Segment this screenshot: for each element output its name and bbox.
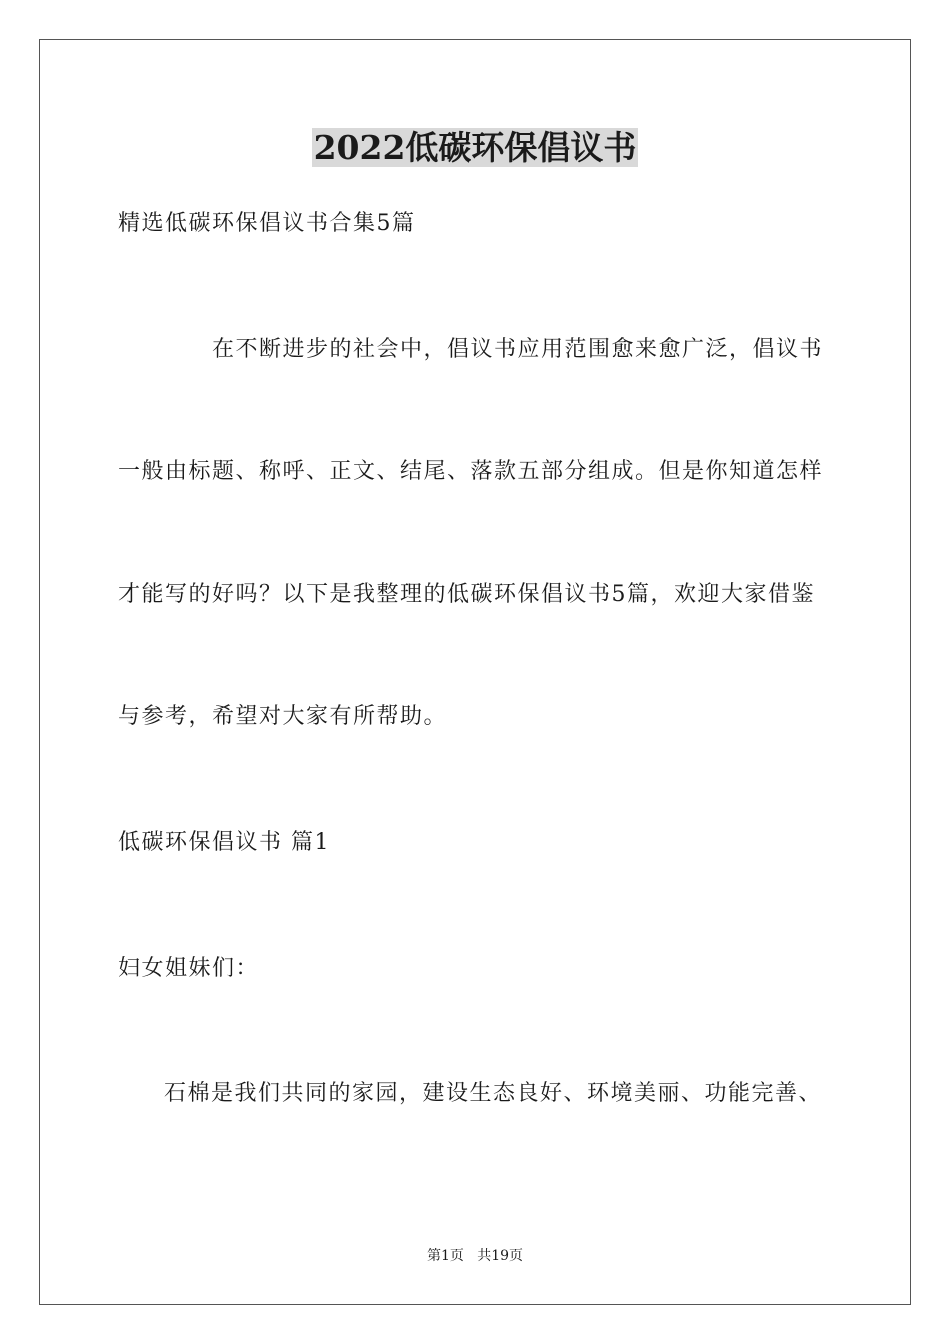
page-indicator: 第1页 共19页 (426, 1248, 524, 1264)
document-subtitle: 精选低碳环保倡议书合集5篇 (118, 211, 416, 236)
paragraph-line: 才能写的好吗？以下是我整理的低碳环保倡议书5篇，欢迎大家借鉴 (118, 582, 815, 607)
paragraph-line: 在不断进步的社会中，倡议书应用范围愈来愈广泛，倡议书 (212, 337, 824, 362)
body-line: 石棉是我们共同的家园，建设生态良好、环境美丽、功能完善、 (164, 1081, 823, 1106)
paragraph-line: 与参考，希望对大家有所帮助。 (118, 704, 448, 729)
document-title-text: 2022低碳环保倡议书 (313, 128, 637, 167)
paragraph-line: 一般由标题、称呼、正文、结尾、落款五部分组成。但是你知道怎样 (118, 459, 824, 484)
document-title (0, 125, 950, 171)
section-heading: 低碳环保倡议书 篇1 (118, 830, 330, 855)
salutation: 妇女姐妹们： (118, 956, 260, 981)
